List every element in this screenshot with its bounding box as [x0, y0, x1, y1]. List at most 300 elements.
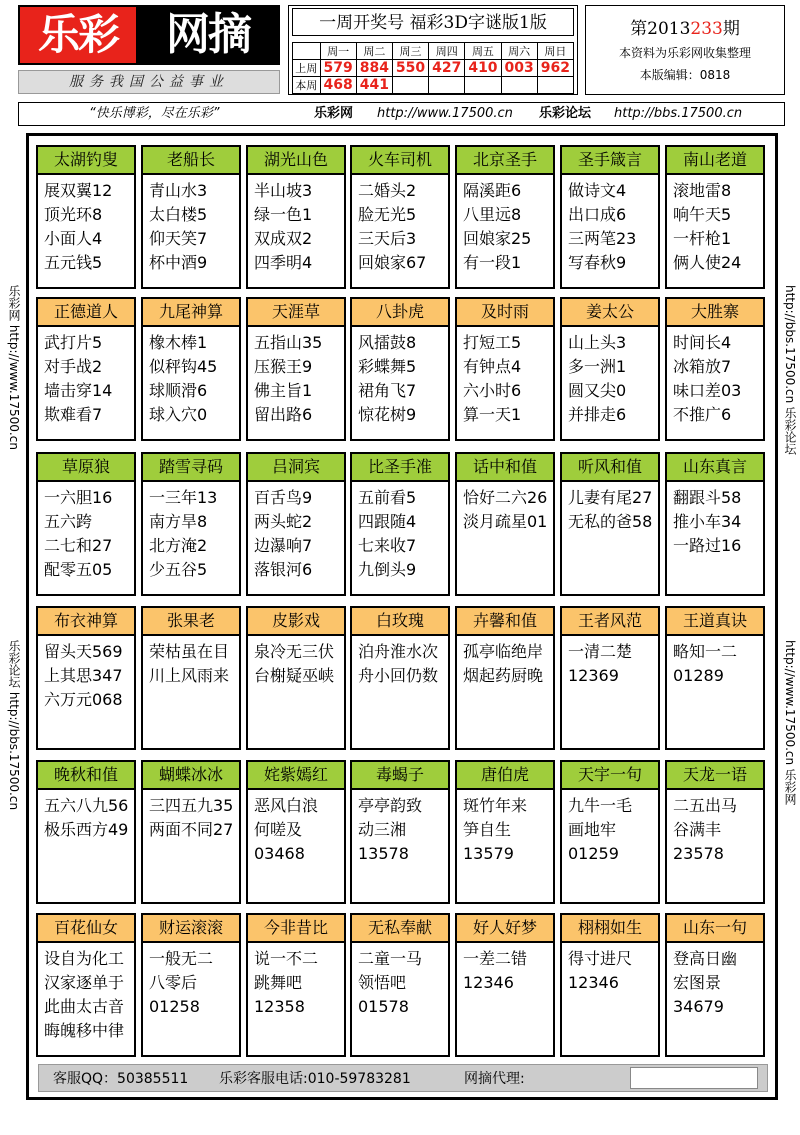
puzzle-card-body	[562, 482, 658, 534]
puzzle-card-title: 大胜寨	[667, 299, 763, 327]
puzzle-card	[246, 760, 346, 904]
puzzle-card-body	[248, 327, 344, 427]
puzzle-card-title: 比圣手准	[352, 454, 448, 482]
puzzle-card-body	[457, 790, 553, 866]
puzzle-line: 孤亭临绝岸	[463, 642, 544, 661]
day-cell: 周三	[392, 43, 428, 60]
puzzle-card-title: 财运滚滚	[143, 915, 239, 943]
editor-note: 本版编辑：0818	[639, 68, 731, 82]
puzzle-card-body	[143, 636, 239, 688]
puzzle-line: 太白楼5	[149, 205, 208, 224]
puzzle-card	[246, 452, 346, 596]
puzzle-line: 五指山35	[254, 333, 323, 352]
this-week-row	[293, 77, 574, 94]
puzzle-line: 冰箱放7	[673, 357, 732, 376]
puzzle-card-body	[562, 790, 658, 866]
corner-cell	[293, 43, 321, 60]
puzzle-line: 留出路6	[254, 405, 313, 424]
puzzle-line: 晦魄移中律	[44, 1021, 125, 1040]
puzzle-line: 舟小回仍数	[358, 666, 439, 685]
puzzle-card	[560, 452, 660, 596]
puzzle-line: 五前看5	[358, 488, 417, 507]
puzzle-card-body	[352, 790, 448, 866]
puzzle-line: 谷满丰	[673, 820, 722, 839]
puzzle-card-title: 今非昔比	[248, 915, 344, 943]
puzzle-card-title: 草原狼	[38, 454, 134, 482]
agent-box	[630, 1067, 758, 1089]
puzzle-card-body	[457, 482, 553, 534]
puzzle-card	[455, 606, 555, 750]
puzzle-line: 登高日幽	[673, 949, 738, 968]
puzzle-line: 八里远8	[463, 205, 522, 224]
puzzle-line: 一般无二	[149, 949, 214, 968]
puzzle-line: 六万元068	[44, 690, 123, 709]
puzzle-line: 球顺滑6	[149, 381, 208, 400]
row-label: 上周	[293, 60, 321, 77]
puzzle-card	[665, 297, 765, 441]
puzzle-card-title: 好人好梦	[457, 915, 553, 943]
puzzle-card	[350, 760, 450, 904]
footer-qq: 客服QQ：50385511	[53, 1071, 189, 1087]
puzzle-line: 推小车34	[673, 512, 742, 531]
site2-url[interactable]: http://bbs.17500.cn	[614, 106, 743, 121]
draw-number: 579	[320, 60, 356, 77]
puzzle-line: 34679	[673, 997, 724, 1016]
puzzle-line: 汉家逐单于	[44, 973, 125, 992]
puzzle-card-body	[143, 327, 239, 427]
puzzle-card-body	[38, 327, 134, 427]
puzzle-line: 回娘家67	[358, 253, 427, 272]
row-label: 本周	[293, 77, 321, 94]
puzzle-card-title: 湖光山色	[248, 147, 344, 175]
puzzle-line: 百舌鸟9	[254, 488, 313, 507]
motto-quote: “快乐博彩，尽在乐彩”	[89, 106, 220, 121]
puzzle-card	[455, 760, 555, 904]
puzzle-card	[350, 297, 450, 441]
puzzle-line: 宏图景	[673, 973, 722, 992]
puzzle-line: 得寸进尺	[568, 949, 633, 968]
puzzle-line: 隔溪距6	[463, 181, 522, 200]
puzzle-line: 一清二楚	[568, 642, 633, 661]
puzzle-card	[665, 760, 765, 904]
puzzle-line: 跳舞吧	[254, 973, 303, 992]
puzzle-line: 少五谷5	[149, 560, 208, 579]
puzzle-card-body	[38, 790, 134, 842]
site2-label: 乐彩论坛	[539, 106, 592, 121]
puzzle-line: 并排走6	[568, 405, 627, 424]
puzzle-line: 惊花树9	[358, 405, 417, 424]
puzzle-line: 两面不同27	[149, 820, 234, 839]
puzzle-card-title: 太湖钓叟	[38, 147, 134, 175]
draw-results-table	[292, 42, 574, 94]
puzzle-line: 川上风雨来	[149, 666, 230, 685]
puzzle-line: 做诗文4	[568, 181, 627, 200]
puzzle-card-title: 山东真言	[667, 454, 763, 482]
puzzle-line: 不推广6	[673, 405, 732, 424]
puzzle-line: 南方旱8	[149, 512, 208, 531]
puzzle-card-title: 天涯草	[248, 299, 344, 327]
puzzle-line: 青山水3	[149, 181, 208, 200]
puzzle-card-title: 张果老	[143, 608, 239, 636]
puzzle-card-body	[248, 175, 344, 275]
puzzle-card-body	[667, 175, 763, 275]
puzzle-card	[455, 297, 555, 441]
draw-title: 一周开奖号 福彩3D字谜版1版	[292, 8, 574, 36]
puzzle-line: 设自为化工	[44, 949, 125, 968]
puzzle-card-body	[457, 636, 553, 688]
day-cell: 周五	[465, 43, 501, 60]
draw-number	[501, 77, 537, 94]
puzzle-card	[36, 760, 136, 904]
puzzle-line: 落银河6	[254, 560, 313, 579]
puzzle-card-title: 天宇一句	[562, 762, 658, 790]
puzzle-card-body	[562, 327, 658, 427]
puzzle-line: 画地牢	[568, 820, 617, 839]
puzzle-line: 烟起药厨晚	[463, 666, 544, 685]
puzzle-line: 03468	[254, 844, 305, 863]
puzzle-line: 何嗟及	[254, 820, 303, 839]
puzzle-card	[350, 606, 450, 750]
puzzle-card-body	[562, 943, 658, 995]
puzzle-line: 领悟吧	[358, 973, 407, 992]
day-cell: 周一	[320, 43, 356, 60]
puzzle-line: 23578	[673, 844, 724, 863]
puzzle-card	[141, 452, 241, 596]
puzzle-card-body	[143, 790, 239, 842]
puzzle-line: 俩人使24	[673, 253, 742, 272]
draw-number	[429, 77, 465, 94]
puzzle-line: 上其思347	[44, 666, 123, 685]
puzzle-line: 三四五九35	[149, 796, 234, 815]
puzzle-card	[560, 760, 660, 904]
draw-number: 410	[465, 60, 501, 77]
puzzle-line: 二五出马	[673, 796, 738, 815]
puzzle-card	[141, 760, 241, 904]
motto-bar	[18, 102, 785, 126]
puzzle-line: 算一天1	[463, 405, 522, 424]
puzzle-line: 回娘家25	[463, 229, 532, 248]
puzzle-line: 九牛一毛	[568, 796, 633, 815]
puzzle-line: 笋自生	[463, 820, 512, 839]
puzzle-card-title: 山东一句	[667, 915, 763, 943]
puzzle-card-title: 王者风范	[562, 608, 658, 636]
puzzle-card-title: 皮影戏	[248, 608, 344, 636]
puzzle-line: 一杆枪1	[673, 229, 732, 248]
puzzle-line: 12346	[568, 973, 619, 992]
puzzle-line: 儿妻有尾27	[568, 488, 653, 507]
puzzle-line: 响午天5	[673, 205, 732, 224]
puzzle-line: 墙击穿14	[44, 381, 113, 400]
slogan: 服务我国公益事业	[18, 70, 280, 94]
puzzle-line: 四季明4	[254, 253, 313, 272]
puzzle-line: 一路过16	[673, 536, 742, 555]
puzzle-card	[350, 452, 450, 596]
day-cell: 周六	[501, 43, 537, 60]
puzzle-line: 顶光环8	[44, 205, 103, 224]
puzzle-line: 九倒头9	[358, 560, 417, 579]
draw-number: 441	[356, 77, 392, 94]
puzzle-card-body	[248, 482, 344, 582]
puzzle-card-title: 毒蝎子	[352, 762, 448, 790]
issue-number: 233	[690, 19, 723, 39]
puzzle-card	[455, 913, 555, 1057]
logo-red-text: 乐彩	[20, 7, 136, 63]
puzzle-line: 13578	[358, 844, 409, 863]
puzzle-card-title: 栩栩如生	[562, 915, 658, 943]
puzzle-line: 圆又尖0	[568, 381, 627, 400]
puzzle-line: 绿一色1	[254, 205, 313, 224]
puzzle-line: 三两笔23	[568, 229, 637, 248]
puzzle-line: 二婚头2	[358, 181, 417, 200]
puzzle-line: 留头天569	[44, 642, 123, 661]
puzzle-line: 五元钱5	[44, 253, 103, 272]
puzzle-line: 说一不二	[254, 949, 319, 968]
puzzle-card	[350, 913, 450, 1057]
puzzle-line: 武打片5	[44, 333, 103, 352]
puzzle-card-title: 踏雪寻码	[143, 454, 239, 482]
puzzle-card-body	[143, 482, 239, 582]
puzzle-line: 风擂鼓8	[358, 333, 417, 352]
puzzle-line: 无私的爸58	[568, 512, 653, 531]
site1-label: 乐彩网	[314, 106, 354, 121]
puzzle-card-body	[562, 175, 658, 275]
issue-prefix: 第2013	[630, 19, 691, 39]
puzzle-card-body	[38, 636, 134, 712]
puzzle-line: 双成双2	[254, 229, 313, 248]
puzzle-line: 有钟点4	[463, 357, 522, 376]
puzzle-line: 翻跟斗58	[673, 488, 742, 507]
puzzle-line: 小面人4	[44, 229, 103, 248]
puzzle-card-body	[457, 175, 553, 275]
draw-number: 550	[392, 60, 428, 77]
logo-black-text: 网摘	[166, 9, 250, 60]
puzzle-card-title: 火车司机	[352, 147, 448, 175]
puzzle-line: 五六跨	[44, 512, 93, 531]
puzzle-line: 01258	[149, 997, 200, 1016]
puzzle-line: 极乐西方49	[44, 820, 129, 839]
draw-number: 468	[320, 77, 356, 94]
puzzle-line: 球入穴0	[149, 405, 208, 424]
puzzle-line: 仰天笑7	[149, 229, 208, 248]
puzzle-line: 略知一二	[673, 642, 738, 661]
puzzle-line: 写春秋9	[568, 253, 627, 272]
puzzle-card-body	[667, 943, 763, 1019]
puzzle-line: 泊舟淮水次	[358, 642, 439, 661]
puzzle-line: 二七和27	[44, 536, 113, 555]
puzzle-card-title: 听风和值	[562, 454, 658, 482]
puzzle-line: 多一洲1	[568, 357, 627, 376]
puzzle-line: 七来收7	[358, 536, 417, 555]
puzzle-line: 压猴王9	[254, 357, 313, 376]
day-cell: 周四	[429, 43, 465, 60]
puzzle-card	[455, 145, 555, 289]
draw-number	[392, 77, 428, 94]
draw-number	[465, 77, 501, 94]
puzzle-card-body	[248, 636, 344, 688]
puzzle-card-body	[667, 482, 763, 558]
puzzle-card-title: 及时雨	[457, 299, 553, 327]
puzzle-card	[246, 145, 346, 289]
puzzle-card-title: 话中和值	[457, 454, 553, 482]
puzzle-card	[665, 913, 765, 1057]
puzzle-card-title: 百花仙女	[38, 915, 134, 943]
puzzle-card-body	[562, 636, 658, 688]
puzzle-card-body	[667, 327, 763, 427]
side-text-right-bottom: http://www.17500.cn 乐彩网	[783, 640, 797, 805]
puzzle-card-title: 正德道人	[38, 299, 134, 327]
puzzle-line: 恰好二六26	[463, 488, 548, 507]
puzzle-card-title: 圣手箴言	[562, 147, 658, 175]
puzzle-line: 12346	[463, 973, 514, 992]
puzzle-card	[246, 606, 346, 750]
puzzle-line: 斑竹年来	[463, 796, 528, 815]
puzzle-line: 滚地雷8	[673, 181, 732, 200]
puzzle-card	[665, 145, 765, 289]
puzzle-line: 12369	[568, 666, 619, 685]
days-row	[293, 43, 574, 60]
puzzle-card	[36, 606, 136, 750]
puzzle-card-title: 姜太公	[562, 299, 658, 327]
puzzle-card-body	[352, 175, 448, 275]
puzzle-card-title: 北京圣手	[457, 147, 553, 175]
puzzle-card	[141, 913, 241, 1057]
puzzle-card-title: 布衣神算	[38, 608, 134, 636]
puzzle-card	[560, 297, 660, 441]
source-note: 本资料为乐彩网收集整理	[618, 46, 751, 60]
puzzle-line: 杯中酒9	[149, 253, 208, 272]
puzzle-card	[246, 297, 346, 441]
puzzle-card-title: 八卦虎	[352, 299, 448, 327]
puzzle-card	[141, 145, 241, 289]
puzzle-card-title: 唐伯虎	[457, 762, 553, 790]
puzzle-line: 时间长4	[673, 333, 732, 352]
puzzle-line: 荣枯虽在目	[149, 642, 230, 661]
puzzle-card-title: 王道真诀	[667, 608, 763, 636]
site1-url[interactable]: http://www.17500.cn	[377, 106, 513, 121]
puzzle-line: 恶风白浪	[254, 796, 319, 815]
puzzle-card-body	[352, 482, 448, 582]
puzzle-card	[36, 145, 136, 289]
puzzle-line: 13579	[463, 844, 514, 863]
puzzle-line: 味口差03	[673, 381, 742, 400]
puzzle-card-body	[38, 943, 134, 1043]
puzzle-card-body	[248, 943, 344, 1019]
draw-number: 962	[537, 60, 573, 77]
puzzle-card	[455, 452, 555, 596]
puzzle-line: 三天后3	[358, 229, 417, 248]
puzzle-line: 一六胆16	[44, 488, 113, 507]
puzzle-card	[560, 145, 660, 289]
puzzle-line: 六小时6	[463, 381, 522, 400]
puzzle-line: 12358	[254, 997, 305, 1016]
puzzle-card	[141, 297, 241, 441]
draw-number: 427	[429, 60, 465, 77]
draw-number: 884	[356, 60, 392, 77]
puzzle-line: 对手战2	[44, 357, 103, 376]
draw-number: 003	[501, 60, 537, 77]
puzzle-line: 五六八九56	[44, 796, 129, 815]
puzzle-line: 裙角飞7	[358, 381, 417, 400]
puzzle-card-body	[352, 943, 448, 1019]
puzzle-line: 二童一马	[358, 949, 423, 968]
puzzle-card	[560, 913, 660, 1057]
puzzle-card-title: 白玫瑰	[352, 608, 448, 636]
puzzle-card	[665, 452, 765, 596]
puzzle-card	[141, 606, 241, 750]
day-cell: 周日	[537, 43, 573, 60]
puzzle-line: 一差二错	[463, 949, 528, 968]
puzzle-line: 欺难看7	[44, 405, 103, 424]
puzzle-card	[36, 297, 136, 441]
puzzle-card	[665, 606, 765, 750]
puzzle-card	[350, 145, 450, 289]
puzzle-card-body	[667, 636, 763, 688]
footer-phone: 乐彩客服电话:010-59783281	[219, 1071, 411, 1087]
puzzle-line: 有一段1	[463, 253, 522, 272]
issue-suffix: 期	[722, 19, 740, 39]
puzzle-card-body	[143, 943, 239, 1019]
puzzle-card-body	[352, 636, 448, 688]
side-text-left-bottom: 乐彩论坛 http://bbs.17500.cn	[7, 640, 21, 811]
puzzle-line: 两头蛇2	[254, 512, 313, 531]
puzzle-line: 01578	[358, 997, 409, 1016]
puzzle-card-title: 老船长	[143, 147, 239, 175]
puzzle-line: 一三年13	[149, 488, 218, 507]
puzzle-line: 脸无光5	[358, 205, 417, 224]
puzzle-line: 动三湘	[358, 820, 407, 839]
puzzle-card-title: 南山老道	[667, 147, 763, 175]
puzzle-card-title: 九尾神算	[143, 299, 239, 327]
puzzle-line: 01289	[673, 666, 724, 685]
puzzle-card-title: 天龙一语	[667, 762, 763, 790]
puzzle-card-title: 晚秋和值	[38, 762, 134, 790]
puzzle-card-body	[38, 482, 134, 582]
puzzle-card-body	[457, 943, 553, 995]
puzzle-line: 北方淹2	[149, 536, 208, 555]
puzzle-line: 淡月疏星01	[463, 512, 548, 531]
puzzle-line: 山上头3	[568, 333, 627, 352]
puzzle-card-body	[667, 790, 763, 866]
day-cell: 周二	[356, 43, 392, 60]
side-text-right-top: http://bbs.17500.cn 乐彩论坛	[783, 285, 797, 456]
puzzle-card	[36, 452, 136, 596]
draw-number	[537, 77, 573, 94]
puzzle-card	[36, 913, 136, 1057]
puzzle-line: 半山坡3	[254, 181, 313, 200]
footer-agent: 网摘代理:	[464, 1071, 525, 1087]
puzzle-card	[246, 913, 346, 1057]
puzzle-line: 八零后	[149, 973, 198, 992]
puzzle-line: 出口成6	[568, 205, 627, 224]
puzzle-card-body	[248, 790, 344, 866]
puzzle-line: 边瀑响7	[254, 536, 313, 555]
puzzle-line: 四跟随4	[358, 512, 417, 531]
puzzle-line: 台榭疑巫峡	[254, 666, 335, 685]
puzzle-line: 泉冷无三伏	[254, 642, 335, 661]
puzzle-line: 展双翼12	[44, 181, 113, 200]
puzzle-line: 此曲太古音	[44, 997, 125, 1016]
puzzle-line: 橡木棒1	[149, 333, 208, 352]
puzzle-line: 佛主旨1	[254, 381, 313, 400]
puzzle-card-title: 蝴蝶冰冰	[143, 762, 239, 790]
puzzle-card-title: 卉馨和值	[457, 608, 553, 636]
puzzle-line: 配零五05	[44, 560, 113, 579]
puzzle-card	[560, 606, 660, 750]
puzzle-card-title: 吕洞宾	[248, 454, 344, 482]
puzzle-card-body	[352, 327, 448, 427]
puzzle-card-body	[38, 175, 134, 275]
last-week-row	[293, 60, 574, 77]
